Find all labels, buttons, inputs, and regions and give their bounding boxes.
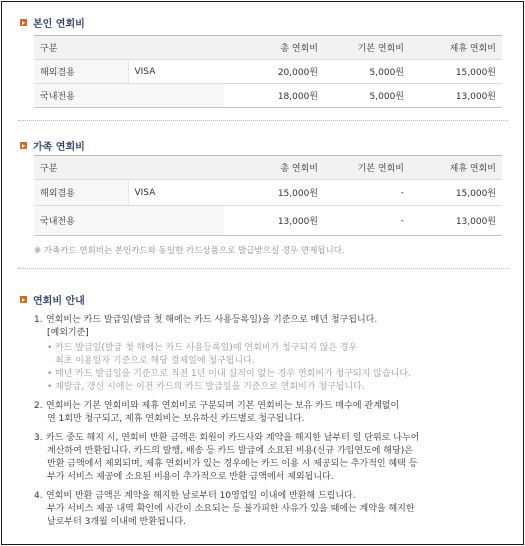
- partner-fee: 13,000원: [410, 84, 502, 108]
- header-basic: 기본 연회비: [324, 156, 410, 180]
- item-text: 카드 중도 해지 시, 연회비 반환 금액은 회원이 카드사와 계약을 해지한 날부터 일 단위로 나누어: [46, 433, 420, 443]
- card-brand: VISA: [128, 60, 224, 84]
- header-type: 구분: [34, 156, 224, 180]
- item-text: 연회비는 카드 발급일(발급 첫 해에는 카드 사용등록일)을 기준으로 매년 청구됩니다.: [46, 315, 378, 325]
- orange-bullet-icon: [20, 19, 27, 26]
- guide-item-3: [34, 432, 504, 484]
- total-fee: 13,000원: [224, 206, 324, 236]
- card-type: 국내전용: [34, 84, 224, 108]
- table-row: [34, 60, 502, 84]
- header-total: 총 연회비: [224, 36, 324, 60]
- item-number: 2.: [34, 401, 43, 411]
- basic-fee: 5,000원: [324, 60, 410, 84]
- item-text: 부가 서비스 제공에 소요된 비용이 추가적으로 반환 금액에서 제외됩니다.: [47, 472, 334, 482]
- item-text: 연회비는 기본 연회비와 제휴 연회비로 구분되며 기본 연회비는 보유 카드 매수에 관계없이: [46, 401, 400, 411]
- personal-fee-table: [34, 35, 502, 108]
- item-text: 반환 금액에서 제외되며, 제휴 연회비가 있는 경우에는 카드 이용 시 제공되는 추가적인 혜택 등: [47, 459, 418, 469]
- header-partner: 제휴 연회비: [410, 156, 502, 180]
- section-divider: [18, 120, 508, 121]
- basic-fee: 5,000원: [324, 84, 410, 108]
- header-basic: 기본 연회비: [324, 36, 410, 60]
- family-fee-title: 가족 연회비: [33, 142, 85, 153]
- guide-item-2: [34, 400, 504, 426]
- header-type: 구분: [34, 36, 224, 60]
- exception-list: [34, 342, 504, 394]
- personal-fee-title: 본인 연회비: [33, 19, 85, 30]
- table-header-row: [34, 156, 502, 180]
- item-number: 3.: [34, 433, 43, 443]
- table-row: [34, 84, 502, 108]
- partner-fee: 13,000원: [410, 206, 502, 236]
- guide-heading: [20, 292, 85, 307]
- table-row: [34, 180, 502, 206]
- item-text: 부가 서비스 제공 내역 확인에 시간이 소요되는 등 불가피한 사유가 있을 때에는 계약을 해지한: [47, 504, 415, 514]
- card-type: 해외겸용: [34, 180, 128, 206]
- total-fee: 20,000원: [224, 60, 324, 84]
- guide-title: 연회비 안내: [33, 296, 85, 307]
- table-header-row: [34, 36, 502, 60]
- section-divider: [18, 268, 508, 269]
- guide-list: [34, 314, 504, 535]
- partner-fee: 15,000원: [410, 180, 502, 206]
- family-fee-note: ※ 가족카드 연회비는 본인카드와 동일한 카드상품으로 발급받으실 경우 면제됩니다.: [34, 246, 345, 256]
- total-fee: 18,000원: [224, 84, 324, 108]
- partner-fee: 15,000원: [410, 60, 502, 84]
- item-text: 날로부터 3개월 이내에 반환됩니다.: [47, 517, 186, 527]
- item-number: 1.: [34, 315, 43, 325]
- item-text: 연 1회만 청구되고, 제휴 연회비는 보유하신 카드별로 청구됩니다.: [47, 414, 305, 424]
- exception-item: • 매년 카드 발급일을 기준으로 직전 1년 이내 실적이 없는 경우 연회비가 청구되지 않습니다.: [47, 368, 504, 381]
- basic-fee: -: [324, 206, 410, 236]
- orange-bullet-icon: [20, 296, 27, 303]
- card-brand: VISA: [128, 180, 224, 206]
- card-type: 해외겸용: [34, 60, 128, 84]
- exception-item: • 재발급, 갱신 시에는 이전 카드의 카드 발급일을 기준으로 연회비가 청구됩니다.: [47, 381, 504, 394]
- exception-item: • 카드 발급일(발급 첫 해에는 카드 사용등록일)에 연회비가 청구되지 않은 경우: [47, 342, 504, 355]
- orange-bullet-icon: [20, 142, 27, 149]
- exception-label: [예외기준]: [47, 328, 89, 338]
- exception-item-cont: 최초 이용일자 기준으로 해당 결제일에 청구됩니다.: [55, 356, 255, 366]
- table-row: [34, 206, 502, 236]
- total-fee: 15,000원: [224, 180, 324, 206]
- item-text: 연회비 반환 금액은 계약을 해지한 날로부터 10영업일 이내에 반환해 드립니다.: [46, 491, 356, 501]
- item-number: 4.: [34, 491, 43, 501]
- personal-fee-heading: [20, 15, 85, 30]
- header-partner: 제휴 연회비: [410, 36, 502, 60]
- header-total: 총 연회비: [224, 156, 324, 180]
- item-text: 계산하여 반환됩니다. 카드의 발행, 배송 등 카드 발급에 소요된 비용(신규 가입연도에 해당)은: [47, 446, 413, 456]
- family-fee-table: [34, 155, 502, 236]
- guide-item-1: [34, 314, 504, 394]
- guide-item-4: [34, 490, 504, 529]
- basic-fee: -: [324, 180, 410, 206]
- card-type: 국내전용: [34, 206, 224, 236]
- family-fee-heading: [20, 138, 85, 153]
